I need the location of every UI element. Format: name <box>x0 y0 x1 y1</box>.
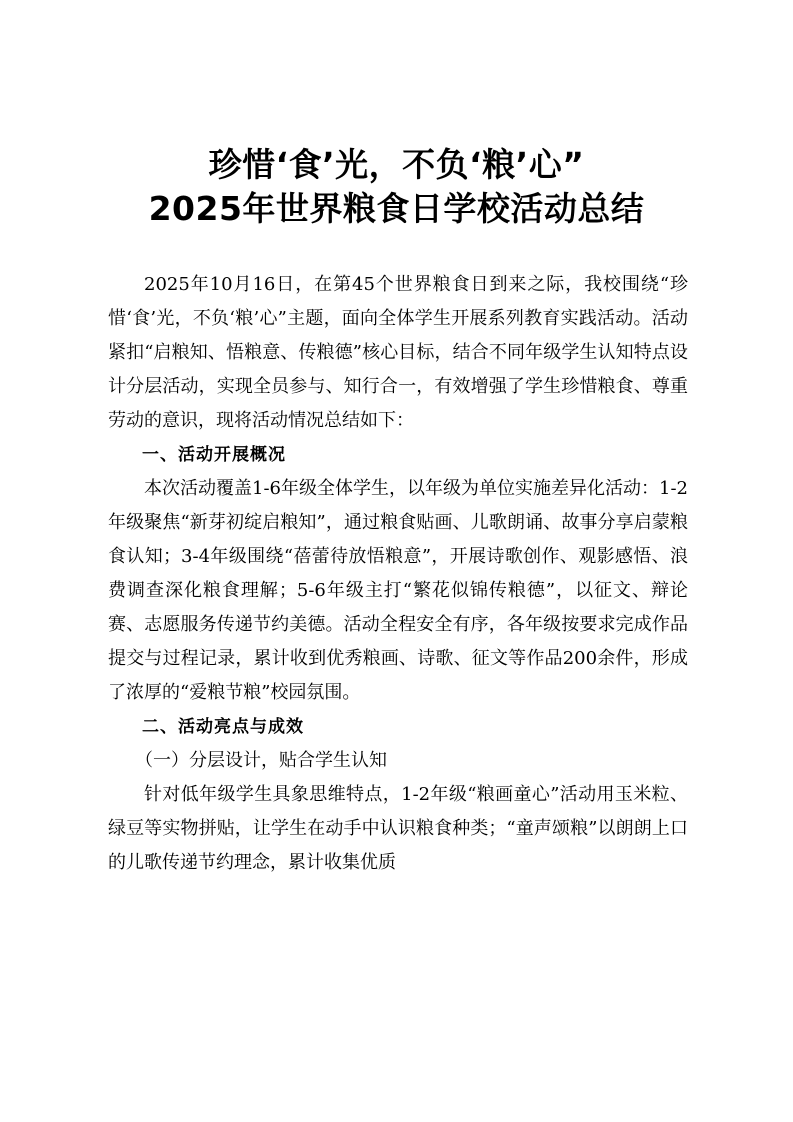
subsection-1-paragraph: 针对低年级学生具象思维特点，1-2年级“粮画童心”活动用玉米粒、绿豆等实物拼贴，让学生在动手中认识粮食种类；“童声颂粮”以朗朗上口的儿歌传递节约理念，累计收集优质 <box>108 784 688 873</box>
document-body <box>108 268 688 880</box>
section-1-paragraph: 本次活动覆盖1-6年级全体学生，以年级为单位实施差异化活动：1-2年级聚焦“新芽初绽启粮知”，通过粮食贴画、儿歌朗诵、故事分享启蒙粮食认知；3-4年级围绕“蓓蕾待放悟粮意”，开展诗歌创作、观影感悟、浪费调查深化粮食理解；5-6年级主打“繁花似锦传粮德”，以征文、辩论赛、志愿服务传递节约美德。活动全程安全有序，各年级按要求完成作品提交与过程记录，累计收到优秀粮画、诗歌、征文等作品200余件，形成了浓厚的“爱粮节粮”校园氛围。 <box>108 478 688 703</box>
title-line-2: 2025年世界粮食日学校活动总结 <box>148 189 645 228</box>
intro-paragraph: 2025年10月16日，在第45个世界粮食日到来之际，我校围绕“珍惜‘食’光，不负‘粮’心”主题，面向全体学生开展系列教育实践活动。活动紧扣“启粮知、悟粮意、传粮德”核心目标，结合不同年级学生认知特点设计分层活动，实现全员参与、知行合一，有效增强了学生珍惜粮食、尊重劳动的意识，现将活动情况总结如下： <box>108 274 688 431</box>
section-1-heading: 一、活动开展概况 <box>142 445 286 465</box>
subsection-1-heading: （一）分层设计，贴合学生认知 <box>135 750 387 771</box>
document-title <box>0 143 793 231</box>
title-line-1: 珍惜‘食’光，不负‘粮’心” <box>208 145 585 184</box>
section-2-heading: 二、活动亮点与成效 <box>142 717 304 737</box>
